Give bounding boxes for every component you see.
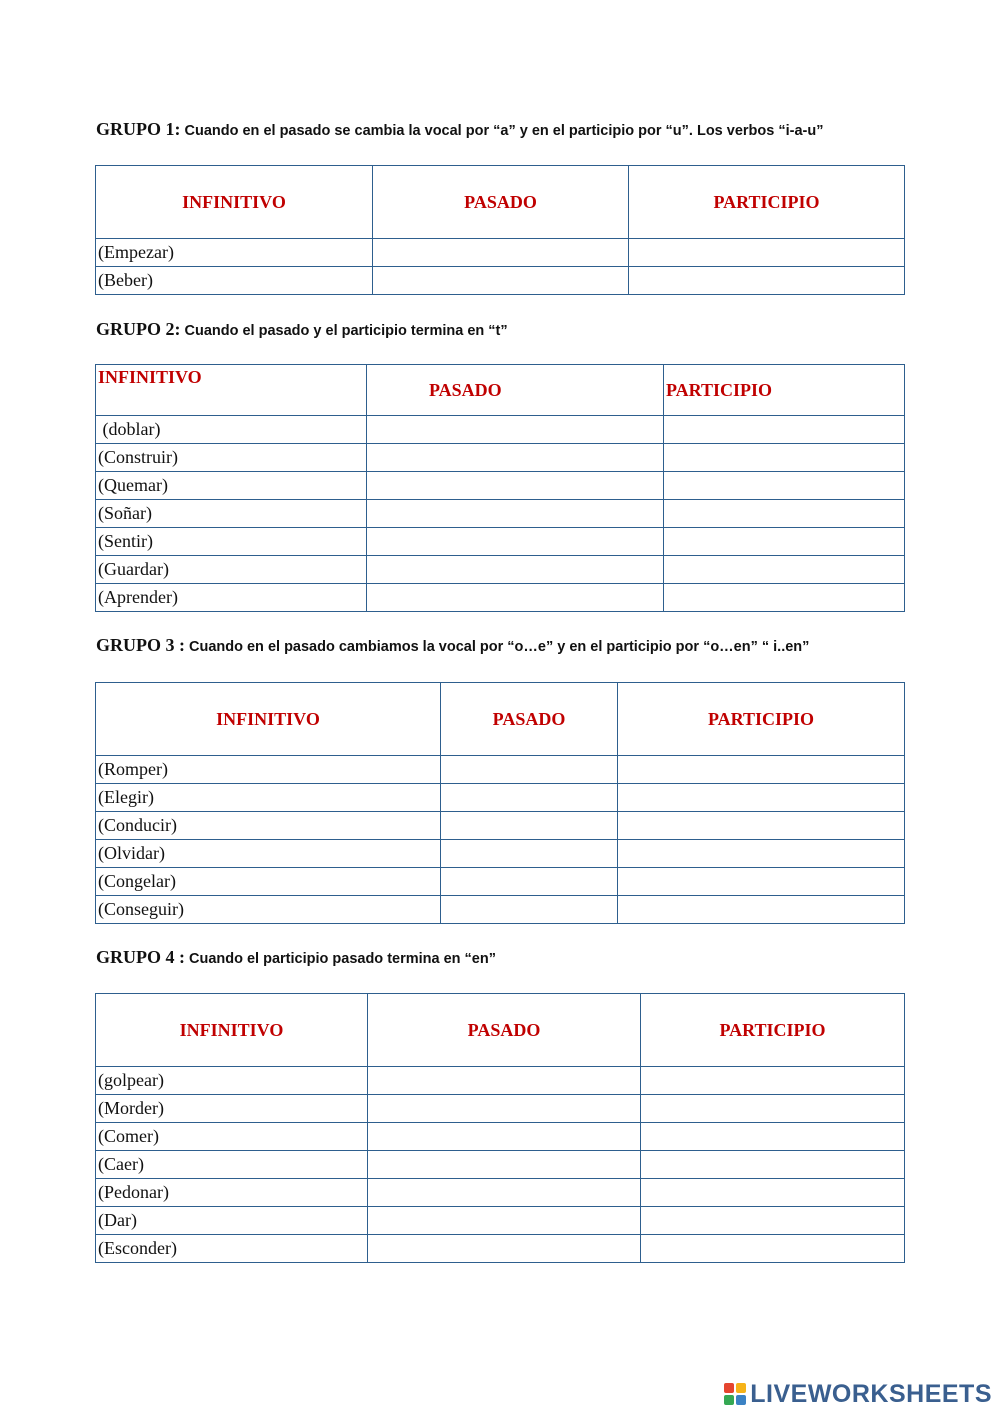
pasado-input-cell[interactable] — [368, 1235, 641, 1263]
pasado-input-cell[interactable] — [367, 528, 664, 556]
group-2-description: Cuando el pasado y el participio termina en “t” — [184, 323, 508, 339]
liveworksheets-text: LIVEWORKSHEETS — [750, 1379, 992, 1408]
pasado-input-cell[interactable] — [367, 500, 664, 528]
table-header-row — [96, 365, 905, 416]
infinitive-cell: (Elegir) — [96, 784, 441, 812]
group-4-table — [95, 993, 905, 1263]
table-row — [96, 444, 905, 472]
group-1-heading — [96, 119, 823, 140]
group-3-label: GRUPO 3 : — [96, 635, 185, 655]
table-row — [96, 416, 905, 444]
participio-input-cell[interactable] — [618, 896, 905, 924]
header-participio: PARTICIPIO — [664, 365, 905, 416]
infinitive-cell: (Romper) — [96, 756, 441, 784]
logo-square-yellow — [736, 1383, 746, 1393]
infinitive-cell: (Soñar) — [96, 500, 367, 528]
table-row — [96, 528, 905, 556]
group-1-label: GRUPO 1: — [96, 119, 181, 139]
header-pasado: PASADO — [367, 365, 664, 416]
pasado-input-cell[interactable] — [367, 584, 664, 612]
pasado-input-cell[interactable] — [368, 1207, 641, 1235]
participio-input-cell[interactable] — [641, 1095, 905, 1123]
group-1-table — [95, 165, 905, 295]
header-infinitivo: INFINITIVO — [96, 683, 441, 756]
table-row — [96, 1235, 905, 1263]
participio-input-cell[interactable] — [641, 1151, 905, 1179]
header-infinitivo: INFINITIVO — [96, 994, 368, 1067]
infinitive-cell: (Conseguir) — [96, 896, 441, 924]
group-1-description: Cuando en el pasado se cambia la vocal por “a” y en el participio por “u”. Los verbos “i-a-u” — [184, 123, 824, 139]
pasado-input-cell[interactable] — [441, 812, 618, 840]
group-3-table — [95, 682, 905, 924]
infinitive-cell: (Morder) — [96, 1095, 368, 1123]
table-row — [96, 1207, 905, 1235]
group-2-table — [95, 364, 905, 612]
infinitive-cell: (Congelar) — [96, 868, 441, 896]
infinitive-cell: (Comer) — [96, 1123, 368, 1151]
table-row — [96, 472, 905, 500]
table-row — [96, 556, 905, 584]
participio-input-cell[interactable] — [664, 556, 905, 584]
participio-input-cell[interactable] — [618, 812, 905, 840]
infinitive-cell: (Empezar) — [96, 239, 373, 267]
table-row — [96, 784, 905, 812]
participio-input-cell[interactable] — [641, 1207, 905, 1235]
infinitive-cell: (Aprender) — [96, 584, 367, 612]
table-row — [96, 1151, 905, 1179]
participio-input-cell[interactable] — [618, 784, 905, 812]
table-row — [96, 1179, 905, 1207]
table-row — [96, 840, 905, 868]
table-row — [96, 756, 905, 784]
pasado-input-cell[interactable] — [368, 1151, 641, 1179]
participio-input-cell[interactable] — [618, 840, 905, 868]
infinitive-cell: (Quemar) — [96, 472, 367, 500]
infinitive-cell: (Caer) — [96, 1151, 368, 1179]
group-2-heading — [96, 319, 508, 340]
pasado-input-cell[interactable] — [367, 556, 664, 584]
liveworksheets-logo — [724, 1381, 992, 1407]
participio-input-cell[interactable] — [618, 868, 905, 896]
infinitive-cell: (golpear) — [96, 1067, 368, 1095]
infinitive-cell: (Sentir) — [96, 528, 367, 556]
table-header-row — [96, 683, 905, 756]
logo-square-blue — [736, 1395, 746, 1405]
participio-input-cell[interactable] — [618, 756, 905, 784]
pasado-input-cell[interactable] — [373, 239, 629, 267]
header-participio: PARTICIPIO — [641, 994, 905, 1067]
header-pasado: PASADO — [441, 683, 618, 756]
infinitive-cell: (Construir) — [96, 444, 367, 472]
group-3-description: Cuando en el pasado cambiamos la vocal por “o…e” y en el participio por “o…en” “ i..en” — [189, 639, 810, 655]
participio-input-cell[interactable] — [629, 267, 905, 295]
infinitive-cell: (Dar) — [96, 1207, 368, 1235]
group-2-label: GRUPO 2: — [96, 319, 181, 339]
participio-input-cell[interactable] — [641, 1179, 905, 1207]
group-4-label: GRUPO 4 : — [96, 947, 185, 967]
table-row — [96, 1067, 905, 1095]
pasado-input-cell[interactable] — [367, 444, 664, 472]
table-row — [96, 1095, 905, 1123]
table-header-row — [96, 166, 905, 239]
table-row — [96, 267, 905, 295]
infinitive-cell: (Guardar) — [96, 556, 367, 584]
participio-input-cell[interactable] — [664, 584, 905, 612]
header-pasado: PASADO — [373, 166, 629, 239]
header-infinitivo: INFINITIVO — [96, 166, 373, 239]
participio-input-cell[interactable] — [641, 1235, 905, 1263]
pasado-input-cell[interactable] — [368, 1179, 641, 1207]
participio-input-cell[interactable] — [641, 1067, 905, 1095]
participio-input-cell[interactable] — [664, 416, 905, 444]
pasado-input-cell[interactable] — [441, 896, 618, 924]
logo-square-red — [724, 1383, 734, 1393]
table-row — [96, 812, 905, 840]
pasado-input-cell[interactable] — [441, 784, 618, 812]
infinitive-cell: (Conducir) — [96, 812, 441, 840]
infinitive-cell: (Beber) — [96, 267, 373, 295]
pasado-input-cell[interactable] — [373, 267, 629, 295]
infinitive-cell: (Esconder) — [96, 1235, 368, 1263]
infinitive-cell: (Pedonar) — [96, 1179, 368, 1207]
header-infinitivo: INFINITIVO — [96, 365, 367, 416]
table-row — [96, 500, 905, 528]
pasado-input-cell[interactable] — [441, 840, 618, 868]
table-row — [96, 1123, 905, 1151]
header-pasado: PASADO — [368, 994, 641, 1067]
participio-input-cell[interactable] — [629, 239, 905, 267]
pasado-input-cell[interactable] — [368, 1095, 641, 1123]
participio-input-cell[interactable] — [664, 472, 905, 500]
participio-input-cell[interactable] — [641, 1123, 905, 1151]
group-4-heading — [96, 947, 496, 968]
pasado-input-cell[interactable] — [367, 472, 664, 500]
table-header-row — [96, 994, 905, 1067]
logo-square-green — [724, 1395, 734, 1405]
participio-input-cell[interactable] — [664, 444, 905, 472]
table-row — [96, 239, 905, 267]
table-row — [96, 584, 905, 612]
liveworksheets-logo-icon — [724, 1383, 746, 1405]
pasado-input-cell[interactable] — [368, 1067, 641, 1095]
pasado-input-cell[interactable] — [441, 868, 618, 896]
header-participio: PARTICIPIO — [618, 683, 905, 756]
header-participio: PARTICIPIO — [629, 166, 905, 239]
table-row — [96, 868, 905, 896]
infinitive-cell: (doblar) — [96, 416, 367, 444]
pasado-input-cell[interactable] — [368, 1123, 641, 1151]
participio-input-cell[interactable] — [664, 500, 905, 528]
table-row — [96, 896, 905, 924]
group-3-heading — [96, 635, 809, 656]
pasado-input-cell[interactable] — [441, 756, 618, 784]
group-4-description: Cuando el participio pasado termina en “en” — [189, 951, 496, 967]
participio-input-cell[interactable] — [664, 528, 905, 556]
infinitive-cell: (Olvidar) — [96, 840, 441, 868]
pasado-input-cell[interactable] — [367, 416, 664, 444]
